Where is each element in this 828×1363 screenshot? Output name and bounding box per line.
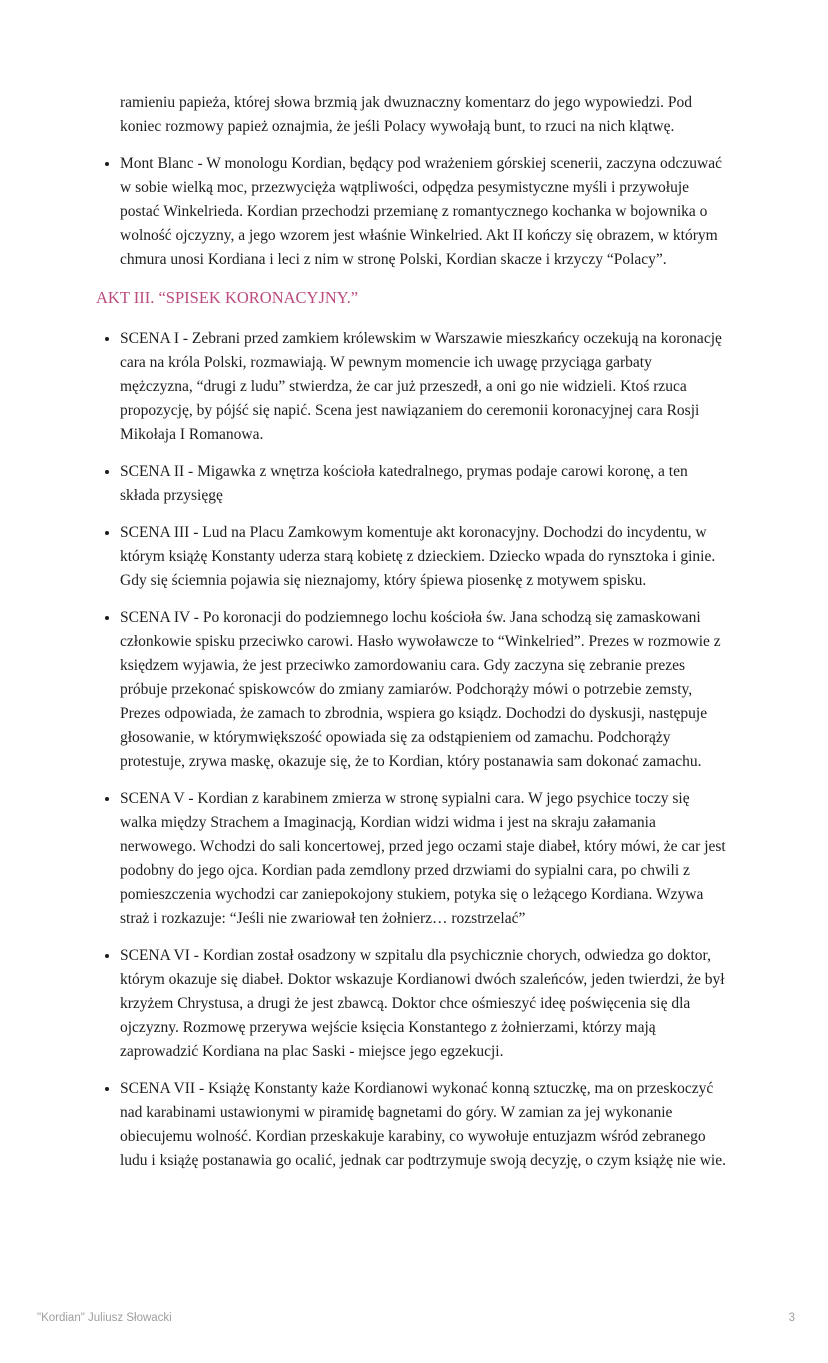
intro-paragraph: ramieniu papieża, której słowa brzmią jak dwuznaczny komentarz do jego wypowiedzi. Pod koniec rozmowy papież oznajmia, że jeśli Polacy wywołają bunt, to rzuci na nich klątwę. [120, 94, 693, 135]
footer-title: "Kordian" Juliusz Słowacki [37, 1312, 172, 1324]
scene-item: • SCENA VI - Kordian został osadzony w szpitalu dla psychicznie chorych, odwiedza go doktor, którym okazuje się diabeł. Doktor wskazuje Kordianowi dwóch szaleńców, jeden twierdzi, że był krzyżem Chrystusa, a drugi że jest zbawcą. Doktor chce ośmieszyć ideę poświęcenia się dla ojczyzny. Rozmowę przerywa wejście księcia Konstantego z żołnierzami, którzy mają zaprowadzić Kordiana na plac Saski - miejsce jego egzekucji. [120, 944, 726, 1064]
page-footer [37, 1311, 795, 1325]
act3-heading: AKT III. “SPISEK KORONACYJNY.” [96, 288, 359, 307]
act3-scene-list [96, 327, 726, 1173]
document-content [96, 91, 728, 1186]
scene-item: • SCENA IV - Po koronacji do podziemnego lochu kościoła św. Jana schodzą się zamaskowani członkowie spisku przeciwko carowi. Hasło wywoławcze to “Winkelried”. Prezes w rozmowie z księdzem wyjawia, że jest przeciwko zamordowaniu cara. Gdy zaczyna się zebranie prezes próbuje przekonać spiskowców do zmiany zamiarów. Podchorąży mówi o potrzebie zemsty, Prezes odpowiada, że zamach to zbrodnia, wspiera go ksiądz. Dochodzi do dyskusji, następuje głosowanie, w którymwiększość opowiada się za odstąpieniem od zamachu. Podchorąży protestuje, zrywa maskę, okazuje się, że to Kordian, który postanawia sam dokonać zamachu. [120, 606, 726, 774]
list-item: • Mont Blanc - W monologu Kordian, będący pod wrażeniem górskiej scenerii, zaczyna odczuwać w sobie wielką moc, przezwycięża wątpliwości, odpędza pesymistyczne myśli i przywołuje postać Winkelrieda. Kordian przechodzi przemianę z romantycznego kochanka w bojownika o wolność ojczyzny, a jego wzorem jest właśnie Winkelried. Akt II kończy się obrazem, w którym chmura unosi Kordiana i leci z nim w stronę Polski, Kordian skacze i krzyczy “Polacy”. [120, 152, 726, 272]
page-number: 3 [788, 1312, 795, 1324]
scene-item: • SCENA VII - Książę Konstanty każe Kordianowi wykonać konną sztuczkę, ma on przeskoczyć nad karabinami ustawionymi w piramidę bagnetami do góry. W zamian za jej wykonanie obiecujemu wolność. Kordian przeskakuje karabiny, co wywołuje entuzjazm wśród zebranego ludu i książę postanawia go ocalić, jednak car podtrzymuje swoją decyzję, o czym książę nie wie. [120, 1077, 726, 1173]
scene-item: • SCENA III - Lud na Placu Zamkowym komentuje akt koronacyjny. Dochodzi do incydentu, w którym książę Konstanty uderza starą kobietę z dzieckiem. Dziecko wpada do rynsztoka i ginie. Gdy się ściemnia pojawia się nieznajomy, który śpiewa piosenkę z motywem spisku. [120, 521, 726, 593]
scene-item: • SCENA I - Zebrani przed zamkiem królewskim w Warszawie mieszkańcy oczekują na koronację cara na króla Polski, rozmawiają. W pewnym momencie ich uwagę przyciąga garbaty mężczyzna, “drugi z ludu” stwierdza, że car już przeszedł, a oni go nie widzieli. Ktoś rzuca propozycję, by pójść się napić. Scena jest nawiązaniem do ceremonii koronacyjnej cara Rosji Mikołaja I Romanowa. [120, 327, 726, 447]
scene-item: • SCENA V - Kordian z karabinem zmierza w stronę sypialni cara. W jego psychice toczy się walka między Strachem a Imaginacją, Kordian widzi widma i jest na skraju załamania nerwowego. Wchodzi do sali koncertowej, przed jego oczami staje diabeł, który mówi, że car jest podobny do jego ojca. Kordian pada zemdlony przed drzwiami do sypialni cara, po chwili z pomieszczenia wychodzi car zaniepokojony stukiem, potyka się o leżącego Kordiana. Wzywa straż i rozkazuje: “Jeśli nie zwariował ten żołnierz… rozstrzelać” [120, 787, 726, 931]
act2-bullet-list [96, 152, 726, 272]
scene-item: • SCENA II - Migawka z wnętrza kościoła katedralnego, prymas podaje carowi koronę, a ten składa przysięgę [120, 460, 726, 508]
